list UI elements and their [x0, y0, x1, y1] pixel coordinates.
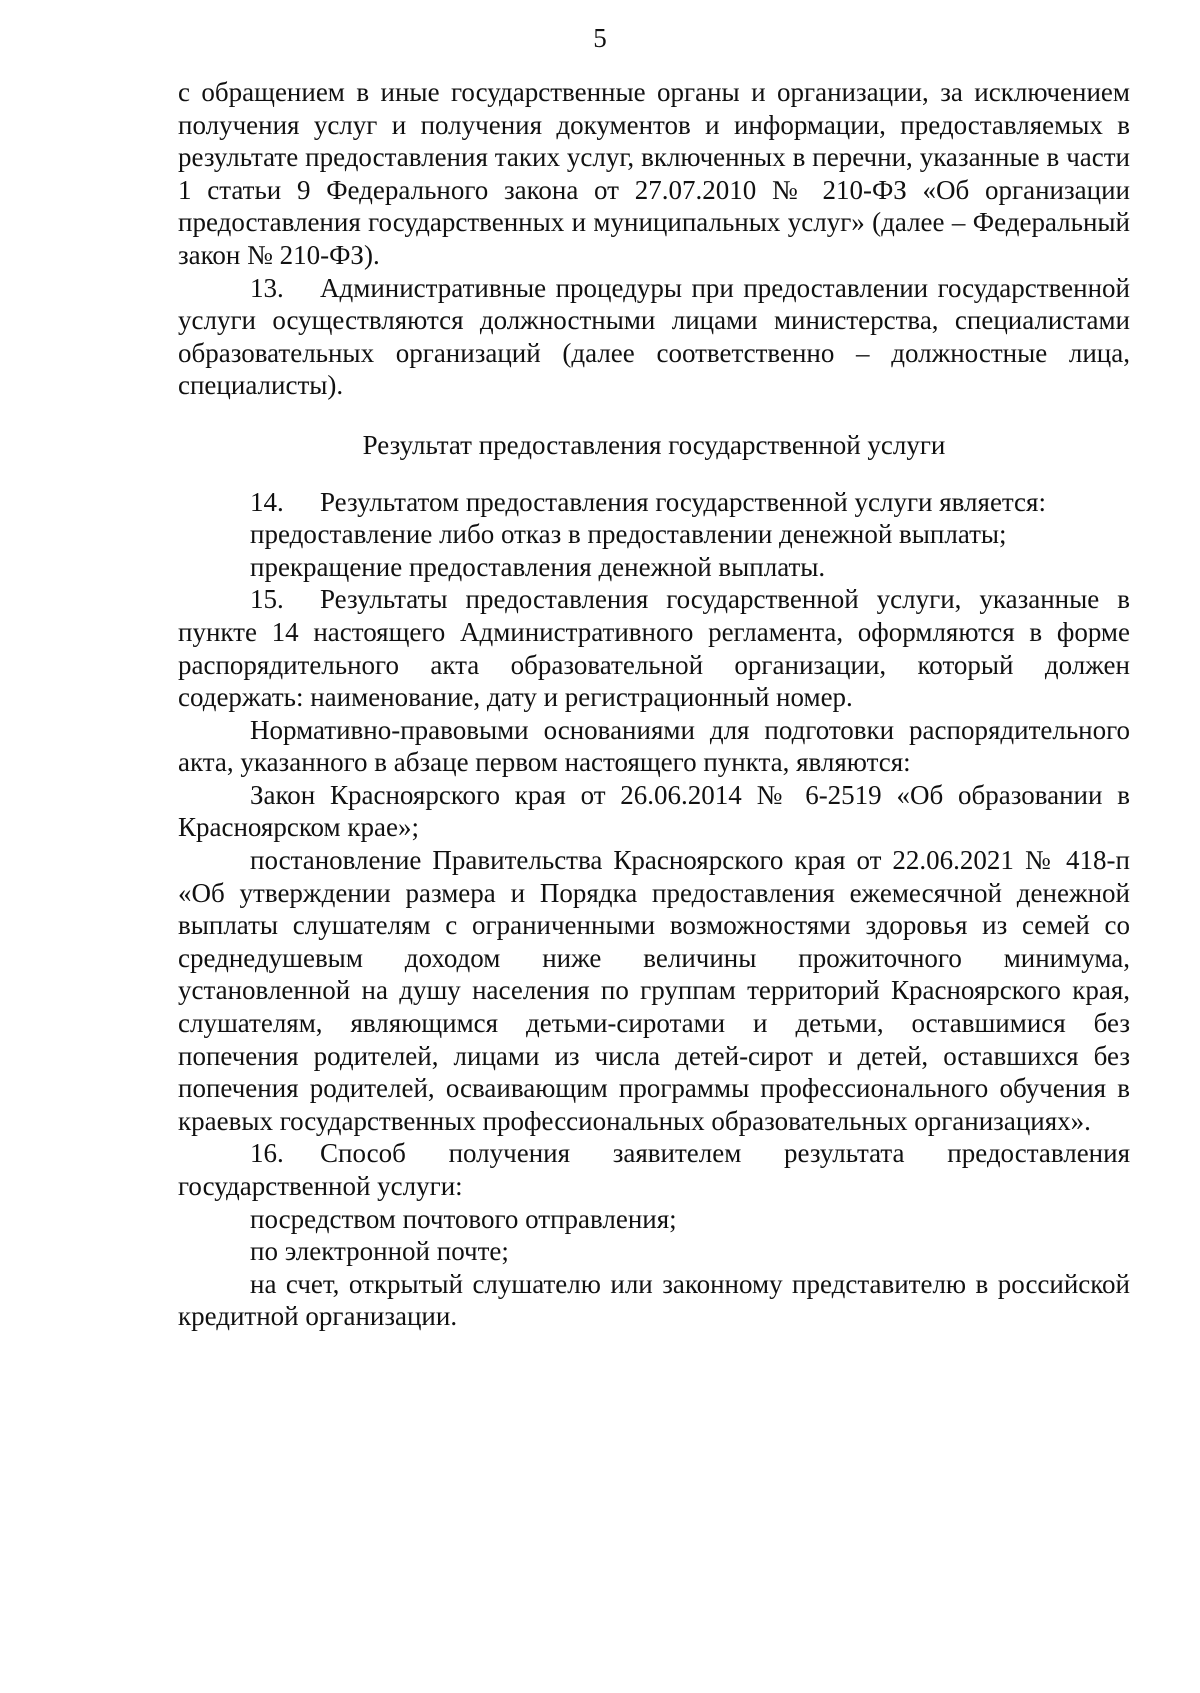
paragraph-text: Результаты предоставления государственной услуги, указанные в пункте 14 настоящего Административного регламента, оформляются в форме распорядительного акта образовательной организации, который должен содержать: наименование, дату и регистрационный номер.: [178, 584, 1130, 713]
paragraph-text: Административные процедуры при предоставлении государственной услуги осуществляются должностными лицами министерства, специалистами образовательных организаций (далее соответственно – должностные лица, специалисты).: [178, 272, 1130, 401]
paragraph-16-item: по электронной почте;: [250, 1236, 509, 1267]
section-heading: Результат предоставления государственной услуги: [362, 429, 946, 460]
clause-number: 14.: [250, 486, 284, 517]
page-number: 5: [593, 23, 607, 53]
paragraph-13: [178, 272, 1130, 402]
paragraph-text: Способ получения заявителем результата предоставления государственной услуги:: [178, 1138, 1130, 1201]
paragraph-15-law: Закон Красноярского края от 26.06.2014 № 6-2519 «Об образовании в Красноярском крае»;: [178, 779, 1130, 843]
paragraph-14-item: предоставление либо отказ в предоставлении денежной выплаты;: [250, 519, 1007, 550]
document-body: [178, 76, 1130, 1333]
paragraph-15-basis: Нормативно-правовыми основаниями для подготовки распорядительного акта, указанного в абзаце первом настоящего пункта, являются:: [178, 714, 1130, 778]
paragraph-continuation: с обращением в иные государственные органы и организации, за исключением получения услуг и получения документов и информации, предоставляемых в результате предоставления таких услуг, включенных в перечни, указанные в части 1 статьи 9 Федерального закона от 27.07.2010 № 210-ФЗ «Об организации предоставления государственных и муниципальных услуг» (далее – Федеральный закон № 210-ФЗ).: [178, 77, 1130, 270]
paragraph-14-item: прекращение предоставления денежной выплаты.: [250, 551, 826, 582]
paragraph-14: [178, 486, 1130, 519]
paragraph-16-item: на счет, открытый слушателю или законному представителю в российской кредитной организации.: [178, 1268, 1130, 1332]
clause-number: 15.: [250, 584, 284, 615]
paragraph-15-resolution: постановление Правительства Красноярского края от 22.06.2021 № 418-п «Об утверждении размера и Порядка предоставления ежемесячной денежной выплаты слушателям с ограниченными возможностями здоровья из семей со среднедушевым доходом ниже величины прожиточного минимума, установленной на душу населения по группам территорий Красноярского края, слушателям, являющимся детьми-сиротами и детьми, оставшимися без попечения родителей, лицами из числа детей-сирот и детей, оставшихся без попечения родителей, осваивающим программы профессионального обучения в краевых государственных профессиональных образовательных организациях».: [178, 845, 1130, 1136]
paragraph-15: [178, 583, 1130, 713]
paragraph-16-item: посредством почтового отправления;: [250, 1203, 677, 1234]
clause-number: 16.: [250, 1138, 284, 1169]
clause-number: 13.: [250, 272, 284, 303]
paragraph-text: Результатом предоставления государственной услуги является:: [320, 486, 1046, 517]
paragraph-16: [178, 1137, 1130, 1202]
